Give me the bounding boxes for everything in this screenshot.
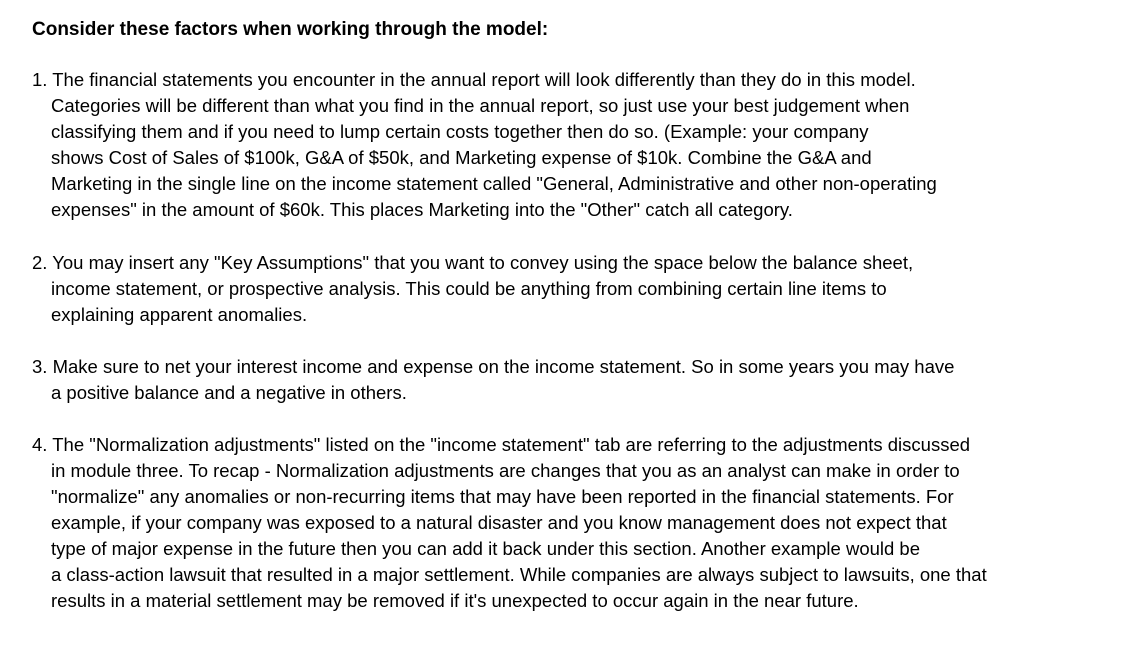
item-1-line-3: classifying them and if you need to lump certain costs together then do so. (Example: your company (51, 121, 869, 142)
item-4-line-3: "normalize" any anomalies or non-recurring items that may have been reported in the financial statements. For (51, 486, 954, 507)
item-2-line-1: 2. You may insert any "Key Assumptions" that you want to convey using the space below the balance sheet, (32, 252, 914, 273)
item-3-line-1: 3. Make sure to net your interest income and expense on the income statement. So in some years you may have (32, 356, 955, 377)
item-4-line-5: type of major expense in the future then you can add it back under this section. Another example would be (51, 538, 921, 559)
item-4-line-2: in module three. To recap - Normalization adjustments are changes that you as an analyst can make in order to (51, 460, 960, 481)
item-2-line-3: explaining apparent anomalies. (51, 304, 308, 325)
item-1-line-2: Categories will be different than what you find in the annual report, so just use your best judgement when (51, 95, 910, 116)
item-4-line-7: results in a material settlement may be removed if it's unexpected to occur again in the near future. (51, 590, 859, 611)
item-2-line-2: income statement, or prospective analysis. This could be anything from combining certain line items to (51, 278, 887, 299)
item-1-line-4: shows Cost of Sales of $100k, G&A of $50k, and Marketing expense of $10k. Combine the G&A and (51, 147, 872, 168)
item-4-line-1: 4. The "Normalization adjustments" listed on the "income statement" tab are referring to the adjustments discussed (32, 434, 971, 455)
document-heading: Consider these factors when working through the model: (32, 19, 549, 40)
item-4-line-6: a class-action lawsuit that resulted in a major settlement. While companies are always subject to lawsuits, one that (51, 564, 987, 585)
item-3-line-2: a positive balance and a negative in others. (51, 382, 407, 403)
item-1-line-6: expenses" in the amount of $60k. This places Marketing into the "Other" catch all category. (51, 199, 793, 220)
item-4-line-4: example, if your company was exposed to a natural disaster and you know management does not expect that (51, 512, 947, 533)
item-1-line-5: Marketing in the single line on the income statement called "General, Administrative and other non-operating (51, 173, 937, 194)
item-1-line-1: 1. The financial statements you encounter in the annual report will look differently than they do in this model. (32, 69, 916, 90)
